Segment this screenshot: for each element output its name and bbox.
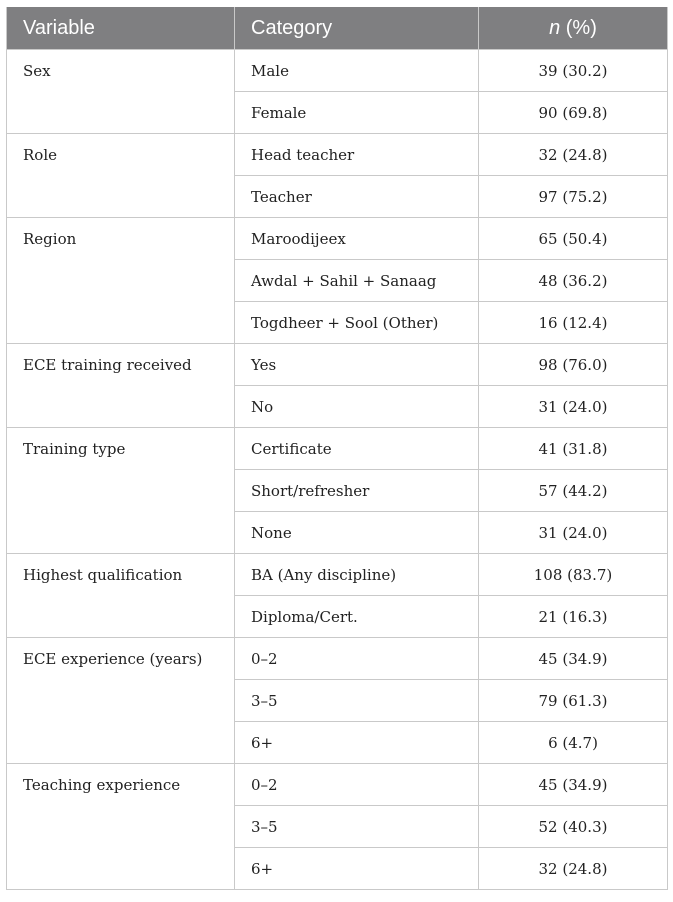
count-percent-cell: 32 (24.8)	[479, 134, 668, 176]
category-cell: Maroodijeex	[235, 218, 479, 260]
table-row	[7, 218, 668, 260]
header-percent: (%)	[560, 16, 597, 39]
category-cell: Diploma/Cert.	[235, 596, 479, 638]
count-percent-cell: 97 (75.2)	[479, 176, 668, 218]
count-percent-cell: 79 (61.3)	[479, 680, 668, 722]
count-percent-cell: 39 (30.2)	[479, 50, 668, 92]
header-variable: Variable	[7, 7, 235, 50]
category-cell: Yes	[235, 344, 479, 386]
count-percent-cell: 32 (24.8)	[479, 848, 668, 890]
count-percent-cell: 31 (24.0)	[479, 512, 668, 554]
header-category: Category	[235, 7, 479, 50]
variable-cell: Training type	[7, 428, 235, 554]
category-cell: 0–2	[235, 638, 479, 680]
variable-cell: Highest qualification	[7, 554, 235, 638]
count-percent-cell: 98 (76.0)	[479, 344, 668, 386]
count-percent-cell: 48 (36.2)	[479, 260, 668, 302]
variable-cell: ECE training received	[7, 344, 235, 428]
table-row	[7, 428, 668, 470]
category-cell: 6+	[235, 848, 479, 890]
header-n: n	[549, 16, 561, 39]
count-percent-cell: 45 (34.9)	[479, 638, 668, 680]
category-cell: 6+	[235, 722, 479, 764]
count-percent-cell: 108 (83.7)	[479, 554, 668, 596]
variable-cell: Sex	[7, 50, 235, 134]
table-row	[7, 344, 668, 386]
category-cell: No	[235, 386, 479, 428]
count-percent-cell: 45 (34.9)	[479, 764, 668, 806]
count-percent-cell: 31 (24.0)	[479, 386, 668, 428]
variable-cell: Role	[7, 134, 235, 218]
count-percent-cell: 21 (16.3)	[479, 596, 668, 638]
category-cell: 0–2	[235, 764, 479, 806]
table-row	[7, 638, 668, 680]
category-cell: 3–5	[235, 806, 479, 848]
category-cell: Teacher	[235, 176, 479, 218]
table-row	[7, 50, 668, 92]
count-percent-cell: 41 (31.8)	[479, 428, 668, 470]
count-percent-cell: 6 (4.7)	[479, 722, 668, 764]
category-cell: Female	[235, 92, 479, 134]
table-container	[6, 7, 667, 890]
category-cell: Male	[235, 50, 479, 92]
header-row	[7, 7, 668, 50]
category-cell: Awdal + Sahil + Sanaag	[235, 260, 479, 302]
count-percent-cell: 65 (50.4)	[479, 218, 668, 260]
count-percent-cell: 16 (12.4)	[479, 302, 668, 344]
variable-cell: Region	[7, 218, 235, 344]
table-row	[7, 134, 668, 176]
category-cell: Short/refresher	[235, 470, 479, 512]
category-cell: Certificate	[235, 428, 479, 470]
category-cell: None	[235, 512, 479, 554]
category-cell: 3–5	[235, 680, 479, 722]
variable-cell: Teaching experience	[7, 764, 235, 890]
table-body	[7, 50, 668, 890]
count-percent-cell: 90 (69.8)	[479, 92, 668, 134]
table-row	[7, 764, 668, 806]
category-cell: BA (Any discipline)	[235, 554, 479, 596]
variable-cell: ECE experience (years)	[7, 638, 235, 764]
count-percent-cell: 57 (44.2)	[479, 470, 668, 512]
header-n-percent	[479, 7, 668, 50]
demographics-table	[6, 7, 668, 890]
count-percent-cell: 52 (40.3)	[479, 806, 668, 848]
category-cell: Togdheer + Sool (Other)	[235, 302, 479, 344]
category-cell: Head teacher	[235, 134, 479, 176]
table-row	[7, 554, 668, 596]
